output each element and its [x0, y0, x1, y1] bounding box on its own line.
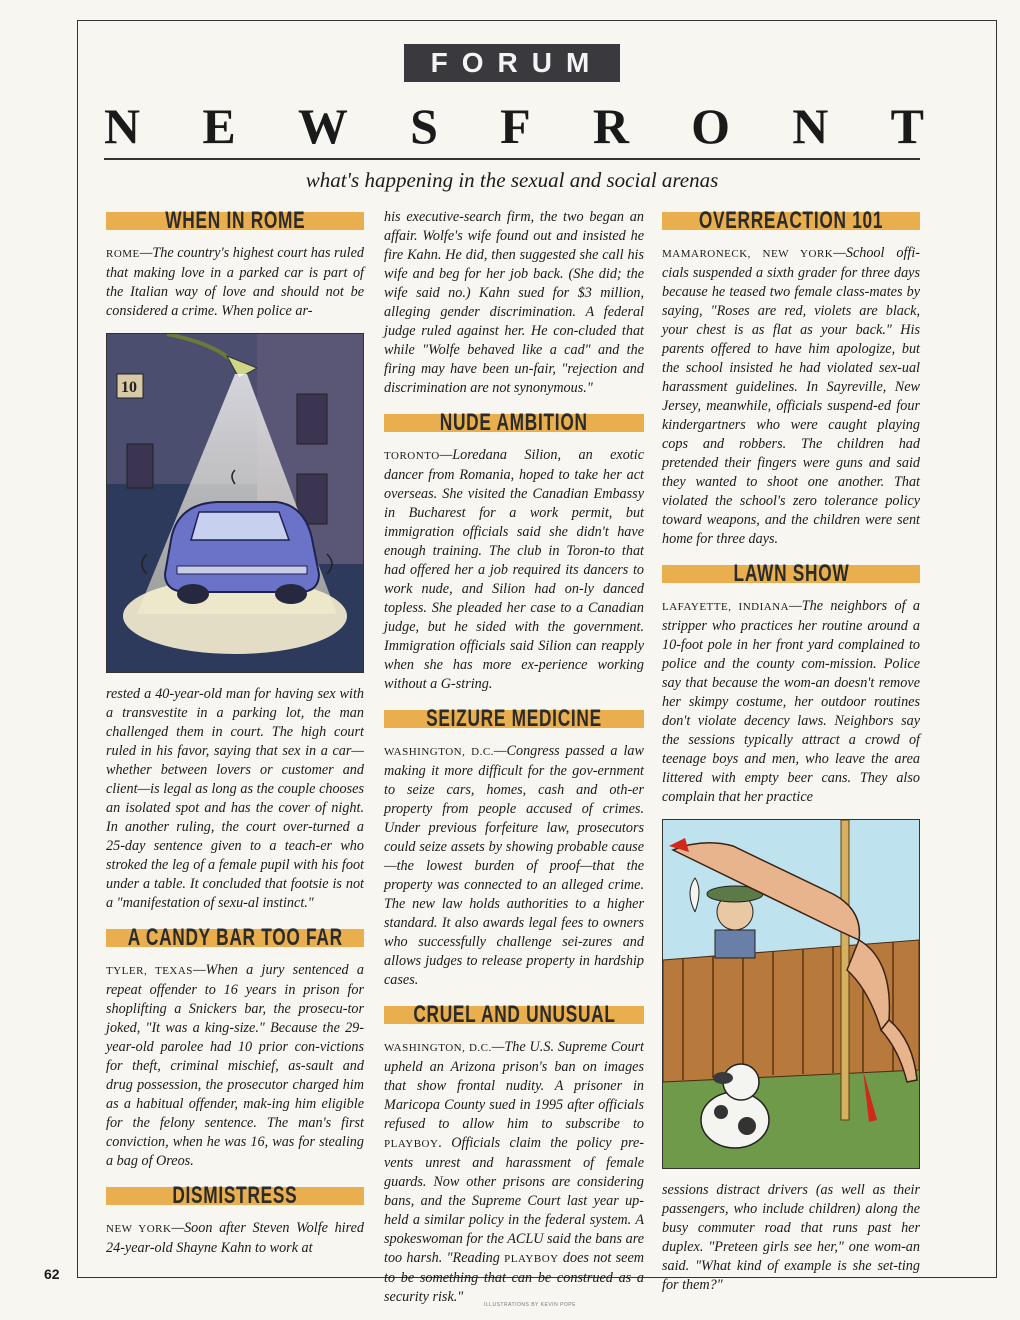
- magazine-name: PLAYBOY: [384, 1138, 439, 1150]
- dateline: MAMARONECK, NEW YORK: [662, 248, 834, 260]
- article-body: sessions distract drivers (as well as their passengers, who include children) along the busy commuter road that runs past her duplex. "Preteen girls see her," one wom-an said. "What kind of example is she set-ting for them?": [662, 1182, 920, 1293]
- article-body: ROME—The country's highest court has ruled that making love in a parked car is part of the Italian way of love and should not be considered a crime. When police ar-: [106, 245, 364, 319]
- page-subtitle: what's happening in the sexual and social arenas: [305, 168, 719, 192]
- article-heading: CRUEL AND UNUSUAL: [384, 1000, 644, 1030]
- article-body: TORONTO—Loredana Silion, an exotic dancer from Romania, hoped to take her act overseas. She visited the Canadian Embassy in Bucharest for a work permit, but immigration officials said she didn't have enough training. The club in Toron-to that had offered her a job required its dancers to work nude, and Silion had on-ly danced topless. She pleaded her case to a Canadian judge, but he sided with the government. Immigration officials said Silion can reapply when she has more ex-perience working without a G-string.: [384, 447, 644, 692]
- page-number: 62: [44, 1266, 60, 1282]
- article-body: rested a 40-year-old man for having sex with a transvestite in a parking lot, the man challenged them in court. The high court ruled in his favor, saying that sex in a car—whether between lovers or customer and client—is legal as long as the couple chooses an isolated spot and has the cover of night. In another ruling, the court over-turned a 25-day sentence given to a teach-er who stroked the leg of a female pupil with his foot under a table. It concluded that footsie is not a "manifestation of sexu-al instinct.": [106, 686, 364, 911]
- article-heading: NUDE AMBITION: [384, 408, 644, 438]
- column-2: [384, 206, 644, 1307]
- masthead-letter: O: [691, 98, 731, 154]
- masthead-letter: W: [297, 98, 348, 154]
- article-heading: WHEN IN ROME: [106, 206, 364, 236]
- column-3: [662, 206, 920, 1295]
- column-1: [106, 206, 364, 1258]
- article-body: his executive-search firm, the two began an affair. Wolfe's wife found out and insisted he fire Kahn. He did, then suggested she call his wife and beg for her job back. (She did; the wife said no.) Kahn sued for $3 million, alleging gender discrimination. A federal judge ruled against her. He con-cluded that while "Wolfe behaved like a cad" and the firing may have been un-fair, "rejection and discrimination are not synonymous.": [384, 209, 644, 396]
- article-heading: A CANDY BAR TOO FAR: [106, 923, 364, 953]
- dateline: TYLER, TEXAS: [106, 965, 193, 977]
- article-heading: DISMISTRESS: [106, 1181, 364, 1211]
- masthead-rule: [104, 158, 920, 160]
- illustration-credit: ILLUSTRATIONS BY KEVIN POPE: [484, 1302, 576, 1308]
- pole-illustration: [662, 819, 920, 1169]
- article-body: WASHINGTON, D.C.—Congress passed a law making it more difficult for the gov-ernment to seize cars, homes, cash and oth-er property from people accused of crimes. Under previous forfeiture law, prosecutors could seize assets by showing probable cause—the lowest burden of proof—that the property was connected to an alleged crime. The new law holds authorities to a higher standard. It also awards legal fees to owners who successfully challenge sei-zures and allows judges to release property in hardship cases.: [384, 743, 644, 988]
- article-body: NEW YORK—Soon after Steven Wolfe hired 24-year-old Shayne Kahn to work at: [106, 1220, 364, 1256]
- masthead: [104, 96, 924, 156]
- masthead-letter: R: [592, 98, 629, 154]
- dateline: ROME: [106, 248, 140, 260]
- masthead-letter: E: [202, 98, 236, 154]
- dateline: NEW YORK: [106, 1223, 172, 1235]
- car-illustration: [106, 333, 364, 673]
- building-sign: 10: [121, 379, 137, 396]
- article-heading: LAWN SHOW: [662, 559, 920, 589]
- article-body: MAMARONECK, NEW YORK—School offi-cials suspended a sixth grader for three days because he teased two female class-mates by saying, "Roses are red, violets are black, your chest is as flat as your back." His parents offered to have him apologize, but the school insisted he had violated sex-ual harassment guidelines. In Sayreville, New Jersey, meanwhile, officials suspend-ed four kindergartners who were caught playing cops and robbers. The children had pretended their fingers were guns and said they wanted to shoot one another. That violated the school's zero tolerance policy toward weapons, and the children were sent home for three days.: [662, 245, 921, 547]
- dateline: TORONTO: [384, 450, 440, 462]
- article-body: TYLER, TEXAS—When a jury sentenced a repeat offender to 16 years in prison for shoplifting a Snickers bar, the prosecu-tor joked, "It was a king-size." Because the 29-year-old parolee had 10 prior con-victions for theft, criminal mischief, as-sault and drug possession, the prosecutor charged him as a habitual offender, mak-ing him eligible for the felony sentence. The man's first conviction, when he was 16, was for stealing a bag of Oreos.: [106, 962, 364, 1169]
- masthead-letter: T: [890, 98, 924, 154]
- article-body: LAFAYETTE, INDIANA—The neighbors of a stripper who practices her routine around a 10-foot pole in her front yard complained to police and the county com-mission. Police say that because the wom-an doesn't remove her skimpy costume, her outdoor routines don't violate decency laws. Neighbors say the sessions typically attract a crowd of teenage boys and men, who leave the area littered with empty beer cans. They also complain that her practice: [662, 598, 920, 805]
- article-body: WASHINGTON, D.C.—The U.S. Supreme Court upheld an Arizona prison's ban on images that show frontal nudity. A prisoner in Maricopa County sued in 1995 after officials refused to allow him to subscribe to PLAYBOY. Officials claim the policy pre-vents unrest and harassment of female guards. Now other prisons are considering bans, and the Supreme Court last year up-held a similar policy in the federal system. A spokeswoman for the ACLU said the bans are too harsh. "Reading PLAYBOY does not seem to be something that can be construed as a security risk.": [384, 1039, 644, 1305]
- article-heading: OVERREACTION 101: [662, 206, 920, 236]
- masthead-letter: S: [410, 98, 438, 154]
- dateline: WASHINGTON, D.C.: [384, 1042, 492, 1054]
- article-heading: SEIZURE MEDICINE: [384, 704, 644, 734]
- masthead-letter: F: [500, 98, 531, 154]
- masthead-letter: N: [792, 98, 829, 154]
- dateline: LAFAYETTE, INDIANA: [662, 601, 790, 613]
- masthead-letter: N: [104, 98, 141, 154]
- dateline: WASHINGTON, D.C.: [384, 746, 494, 758]
- section-tab: FORUM: [404, 44, 620, 82]
- magazine-name: PLAYBOY: [504, 1253, 559, 1265]
